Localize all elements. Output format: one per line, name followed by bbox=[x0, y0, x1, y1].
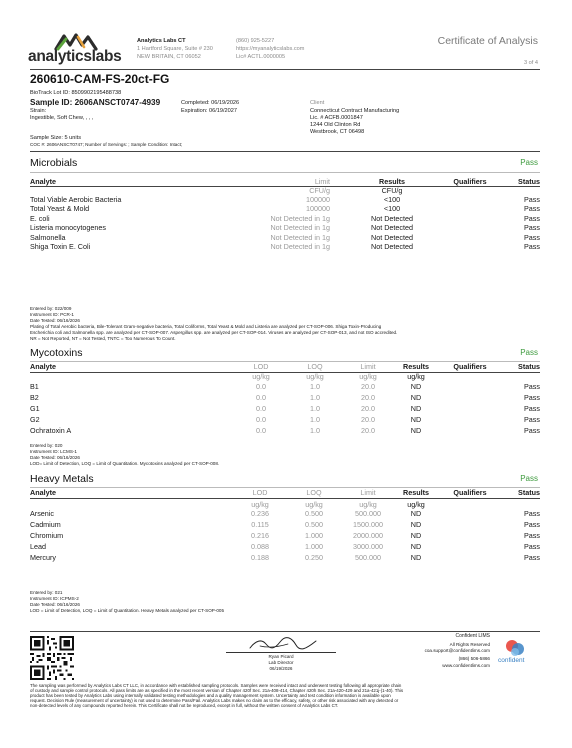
lab-phone: (860) 925-5227 bbox=[236, 38, 275, 44]
status-value: Pass bbox=[524, 531, 540, 540]
result-value: ND bbox=[410, 415, 422, 424]
result-value: ND bbox=[410, 404, 422, 413]
sample-matrix: Ingestible, Soft Chew, , , , bbox=[30, 115, 94, 121]
expiration-date: Expiration: 06/19/2027 bbox=[181, 108, 237, 114]
limit-unit: CFU/g bbox=[309, 186, 330, 195]
col-loq: LOQ bbox=[307, 362, 323, 371]
mycotoxins-units-row bbox=[30, 372, 540, 382]
loq-value: 1.0 bbox=[310, 415, 320, 424]
limit-value: 2000.000 bbox=[353, 531, 383, 540]
limit-value: 500.000 bbox=[355, 553, 381, 562]
status-value: Pass bbox=[524, 415, 540, 424]
limit-value: 3000.000 bbox=[353, 542, 383, 551]
result-value: ND bbox=[410, 531, 422, 540]
signature-line bbox=[226, 652, 336, 653]
footer-divider bbox=[30, 631, 540, 632]
results-unit: ug/kg bbox=[407, 372, 425, 381]
limit-value: 20.0 bbox=[361, 415, 375, 424]
client-address-line-1: 1244 Old Clinton Rd bbox=[310, 122, 361, 128]
loq-value: 1.0 bbox=[310, 426, 320, 435]
microbials-title-rule bbox=[30, 172, 540, 173]
lab-address-line-1: 1 Hartford Square, Suite # 230 bbox=[137, 46, 213, 52]
legal-disclaimer-line-5: non-detected levels of any compounds reported herein. This Certificate shall not be reproduced, except in full, without the written consent of Analytics Labs CT. bbox=[30, 703, 339, 708]
signature-date: 06/19/2026 bbox=[269, 666, 293, 671]
lod-unit: ug/kg bbox=[252, 372, 270, 381]
status-value: Pass bbox=[524, 553, 540, 562]
lod-value: 0.0 bbox=[256, 415, 266, 424]
microbials-note-legend: NR = Not Reported, NT = Not Tested, TNTC = Too Numerous To Count. bbox=[30, 336, 176, 341]
lod-value: 0.0 bbox=[256, 404, 266, 413]
result-value: ND bbox=[410, 553, 422, 562]
completed-date: Completed: 06/19/2026 bbox=[181, 100, 240, 106]
microbials-note-method-2: Escherichia coli and Salmonella spp. are analyzed per CT-SOP-007. Aspergillus spp. are analyzed per CT-SOP-014. Viruses are analyzed per CT-SOP-013, and not ISO accredited. bbox=[30, 330, 398, 335]
lod-unit: ug/kg bbox=[251, 500, 269, 509]
signer-title: Lab Director bbox=[268, 660, 294, 665]
analyte-name: B2 bbox=[30, 393, 39, 402]
col-lod: LOD bbox=[252, 488, 268, 497]
analyte-name: Ochratoxin A bbox=[30, 426, 72, 435]
result-value: ND bbox=[410, 509, 422, 518]
col-lod: LOD bbox=[253, 362, 269, 371]
biotrack-lot-id: BioTrack Lot ID: 8509902195488738 bbox=[30, 90, 122, 96]
sample-divider bbox=[30, 151, 540, 152]
col-qualifiers: Qualifiers bbox=[453, 488, 487, 497]
col-status: Status bbox=[518, 488, 540, 497]
table-row bbox=[30, 509, 540, 519]
limit-value: Not Detected in 1g bbox=[270, 213, 330, 223]
table-row bbox=[30, 531, 540, 541]
table-row bbox=[30, 204, 540, 214]
table-row bbox=[30, 393, 540, 403]
table-row bbox=[30, 223, 540, 233]
limit-value: Not Detected in 1g bbox=[270, 232, 330, 242]
status-value: Pass bbox=[524, 242, 540, 251]
lod-value: 0.0 bbox=[256, 393, 266, 402]
col-status: Status bbox=[518, 362, 540, 371]
chain-of-custody: COC #: 2606ANSCT0747; Number of Servings: ; Sample Condition: Intact; bbox=[30, 142, 183, 147]
heavy-metals-header-row bbox=[30, 488, 540, 498]
col-loq: LOQ bbox=[306, 488, 322, 497]
heavy-metals-status: Pass bbox=[520, 474, 538, 483]
limit-unit: ug/kg bbox=[359, 372, 377, 381]
lod-value: 0.088 bbox=[251, 542, 269, 551]
client-license: Lic. # ACFB.0001847 bbox=[310, 115, 363, 121]
microbials-note-date: Date Tested: 06/16/2026 bbox=[30, 318, 80, 323]
heavy-metals-note-entered-by: Entered by: 021 bbox=[30, 590, 63, 595]
mycotoxins-header-row bbox=[30, 362, 540, 372]
lab-name: Analytics Labs CT bbox=[137, 38, 186, 44]
status-value: Pass bbox=[524, 232, 540, 242]
analyte-name: Salmonella bbox=[30, 232, 66, 242]
analyte-name: Chromium bbox=[30, 531, 64, 540]
table-row bbox=[30, 426, 540, 436]
microbials-note-entered-by: Entered by: 022/009 bbox=[30, 306, 72, 311]
result-value: ND bbox=[410, 542, 422, 551]
legal-disclaimer-line-1: The sampling was performed by Analytics Labs CT LLC, in accordance with established sampling protocols. Samples were received intact and underwent testing following all appropriate chain bbox=[30, 683, 402, 688]
analyte-name: Total Viable Aerobic Bacteria bbox=[30, 195, 122, 204]
result-value: <100 bbox=[383, 195, 401, 204]
limit-value: 100000 bbox=[306, 204, 330, 213]
col-analyte: Analyte bbox=[30, 362, 56, 371]
mycotoxins-status: Pass bbox=[520, 348, 538, 357]
loq-value: 1.0 bbox=[310, 382, 320, 391]
col-qualifiers: Qualifiers bbox=[453, 177, 487, 186]
result-value: Not Detected bbox=[371, 242, 413, 251]
status-value: Pass bbox=[524, 393, 540, 402]
limit-value: 1500.000 bbox=[353, 520, 383, 529]
lod-value: 0.0 bbox=[256, 426, 266, 435]
table-row bbox=[30, 233, 540, 243]
analyte-name: G1 bbox=[30, 404, 40, 413]
legal-disclaimer-line-3: product has been tested by Analytics Labs using internally validated testing methodologies and a quality management system. Uncertainty and test condition information is available upon bbox=[30, 693, 391, 698]
sample-id: Sample ID: 2606ANSCT0747-4939 bbox=[30, 98, 161, 107]
qr-code-icon[interactable] bbox=[30, 636, 74, 680]
result-value: <100 bbox=[383, 204, 401, 213]
analyte-name: Arsenic bbox=[30, 509, 54, 518]
lod-value: 0.115 bbox=[251, 520, 269, 529]
document-title: Certificate of Analysis bbox=[437, 35, 538, 47]
mycotoxins-note-entered-by: Entered by: 020 bbox=[30, 443, 63, 448]
lab-license: Lic# ACTL.0000005 bbox=[236, 54, 286, 60]
col-qualifiers: Qualifiers bbox=[453, 362, 487, 371]
mycotoxins-note-method: LOD= Limit of Detection, LOQ = Limit of Quantitation. Mycotoxins analyzed per CT-SOP-008. bbox=[30, 461, 220, 466]
col-limit: Limit bbox=[360, 362, 376, 371]
mycotoxins-note-date: Date Tested: 06/16/2026 bbox=[30, 455, 80, 460]
loq-value: 0.500 bbox=[305, 520, 323, 529]
col-results: Results bbox=[403, 488, 429, 497]
client-label: Client bbox=[310, 100, 325, 106]
col-status: Status bbox=[518, 177, 540, 186]
confident-logo-icon bbox=[505, 638, 525, 658]
loq-value: 1.000 bbox=[305, 531, 323, 540]
loq-value: 1.000 bbox=[305, 542, 323, 551]
client-name: Connecticut Contract Manufacturing bbox=[310, 108, 400, 114]
heavy-metals-note-instrument: Instrument ID: ICPMS-2 bbox=[30, 596, 79, 601]
limit-value: 20.0 bbox=[361, 404, 375, 413]
limit-value: Not Detected in 1g bbox=[270, 223, 330, 232]
heavy-metals-title: Heavy Metals bbox=[30, 473, 94, 485]
lod-value: 0.0 bbox=[256, 382, 266, 391]
confident-website[interactable]: www.confidentlims.com bbox=[442, 663, 490, 668]
sample-strain: Strain: bbox=[30, 108, 47, 114]
result-value: Not Detected bbox=[371, 232, 413, 242]
analyte-name: E. coli bbox=[30, 213, 50, 223]
lab-address-line-2: NEW BRITAIN, CT 06052 bbox=[137, 54, 201, 60]
col-analyte: Analyte bbox=[30, 488, 56, 497]
lod-value: 0.216 bbox=[251, 531, 269, 540]
analyte-name: Mercury bbox=[30, 553, 56, 562]
table-row bbox=[30, 214, 540, 224]
table-row bbox=[30, 520, 540, 530]
status-value: Pass bbox=[524, 542, 540, 551]
loq-value: 1.0 bbox=[310, 393, 320, 402]
limit-value: 500.000 bbox=[355, 509, 381, 518]
microbials-title: Microbials bbox=[30, 157, 78, 169]
mycotoxins-title: Mycotoxins bbox=[30, 347, 83, 359]
limit-value: Not Detected in 1g bbox=[270, 242, 330, 251]
analyte-name: G2 bbox=[30, 415, 40, 424]
mycotoxins-note-instrument: Instrument ID: LCMS-1 bbox=[30, 449, 77, 454]
status-value: Pass bbox=[524, 426, 540, 435]
result-value: ND bbox=[410, 426, 422, 435]
microbials-status: Pass bbox=[520, 158, 538, 167]
lod-value: 0.188 bbox=[251, 553, 269, 562]
result-value: Not Detected bbox=[371, 213, 413, 223]
loq-unit: ug/kg bbox=[305, 500, 323, 509]
status-value: Pass bbox=[524, 382, 540, 391]
col-results: Results bbox=[379, 177, 405, 186]
confident-email[interactable]: coa.support@confidentlims.com bbox=[424, 648, 490, 653]
results-unit: ug/kg bbox=[407, 500, 425, 509]
table-row bbox=[30, 415, 540, 425]
lod-value: 0.236 bbox=[251, 509, 269, 518]
result-value: ND bbox=[410, 520, 422, 529]
analyte-name: Listeria monocytogenes bbox=[30, 223, 106, 232]
limit-value: 20.0 bbox=[361, 382, 375, 391]
confident-phone: (866) 506-5866 bbox=[458, 656, 490, 661]
limit-unit: ug/kg bbox=[359, 500, 377, 509]
heavy-metals-note-date: Date Tested: 06/16/2026 bbox=[30, 602, 80, 607]
status-value: Pass bbox=[524, 509, 540, 518]
status-value: Pass bbox=[524, 204, 540, 213]
analyte-name: Lead bbox=[30, 542, 46, 551]
signer-name: Ryan Picard bbox=[268, 654, 294, 659]
limit-value: 20.0 bbox=[361, 393, 375, 402]
analyte-name: Cadmium bbox=[30, 520, 61, 529]
table-row bbox=[30, 382, 540, 392]
status-value: Pass bbox=[524, 404, 540, 413]
signature-icon bbox=[248, 636, 318, 652]
status-value: Pass bbox=[524, 213, 540, 223]
confident-rights: All Rights Reserved bbox=[449, 642, 490, 647]
heavy-metals-note-method: LOD = Limit of Detection, LOQ = Limit of Quantitation. Heavy Metals analyzed per CT-SOP-005 bbox=[30, 608, 225, 613]
heavy-metals-header-rule bbox=[30, 498, 540, 499]
col-results: Results bbox=[403, 362, 429, 371]
result-value: ND bbox=[410, 382, 422, 391]
legal-disclaimer-line-2: of custody and sample control protocols. All pass limits are as specified in the most recent version of Chapter 420f Sec. 21a-408-414, Chapter 420h Sec. 21a-420-429 and 21a-421j-(1-40). This bbox=[30, 688, 404, 693]
legal-disclaimer-line-4: request. Decision Rule (measurement of uncertainty) is not used to determine Pass/Fail. Analytics Labs makes no claim as to the efficacy, safety, or other risk associated with any detected or bbox=[30, 698, 399, 703]
analyte-name: Shiga Toxin E. Coli bbox=[30, 242, 91, 251]
table-row bbox=[30, 542, 540, 552]
status-value: Pass bbox=[524, 223, 540, 232]
logo-text: analyticslabs bbox=[28, 48, 122, 65]
sample-size: Sample Size: 5 units bbox=[30, 135, 81, 141]
result-value: ND bbox=[410, 393, 422, 402]
microbials-note-method-1: Plating of Total Aerobic bacteria, Bile-Tolerant Gram-negative bacteria, Total Coliforms, Total Yeast & Mold and Listeria are analyzed per CT-SOP-006. Shiga Toxin-Producing bbox=[30, 324, 382, 329]
page-number: 3 of 4 bbox=[524, 60, 538, 66]
analyte-name: B1 bbox=[30, 382, 39, 391]
sample-title: 260610-CAM-FS-20ct-FG bbox=[30, 72, 170, 86]
confident-name: Confident LIMS bbox=[455, 633, 490, 639]
col-limit: Limit bbox=[360, 488, 376, 497]
table-row bbox=[30, 553, 540, 563]
result-value: Not Detected bbox=[371, 223, 413, 232]
confident-logo-text: confident bbox=[498, 657, 525, 664]
loq-value: 0.250 bbox=[305, 553, 323, 562]
microbials-note-instrument: Instrument ID: PCR-1 bbox=[30, 312, 74, 317]
loq-value: 1.0 bbox=[310, 404, 320, 413]
limit-value: 100000 bbox=[306, 195, 330, 204]
table-row bbox=[30, 242, 540, 252]
limit-value: 20.0 bbox=[361, 426, 375, 435]
loq-unit: ug/kg bbox=[306, 372, 324, 381]
status-value: Pass bbox=[524, 195, 540, 204]
table-row bbox=[30, 404, 540, 414]
status-value: Pass bbox=[524, 520, 540, 529]
header-divider bbox=[30, 69, 540, 70]
loq-value: 0.500 bbox=[305, 509, 323, 518]
col-analyte: Analyte bbox=[30, 177, 56, 186]
analyte-name: Total Yeast & Mold bbox=[30, 204, 90, 213]
lab-website[interactable]: https://myanalyticslabs.com bbox=[236, 46, 305, 52]
col-limit: Limit bbox=[314, 177, 330, 186]
results-unit: CFU/g bbox=[381, 186, 403, 195]
lab-logo bbox=[28, 29, 122, 69]
client-address-line-2: Westbrook, CT 06498 bbox=[310, 129, 365, 135]
